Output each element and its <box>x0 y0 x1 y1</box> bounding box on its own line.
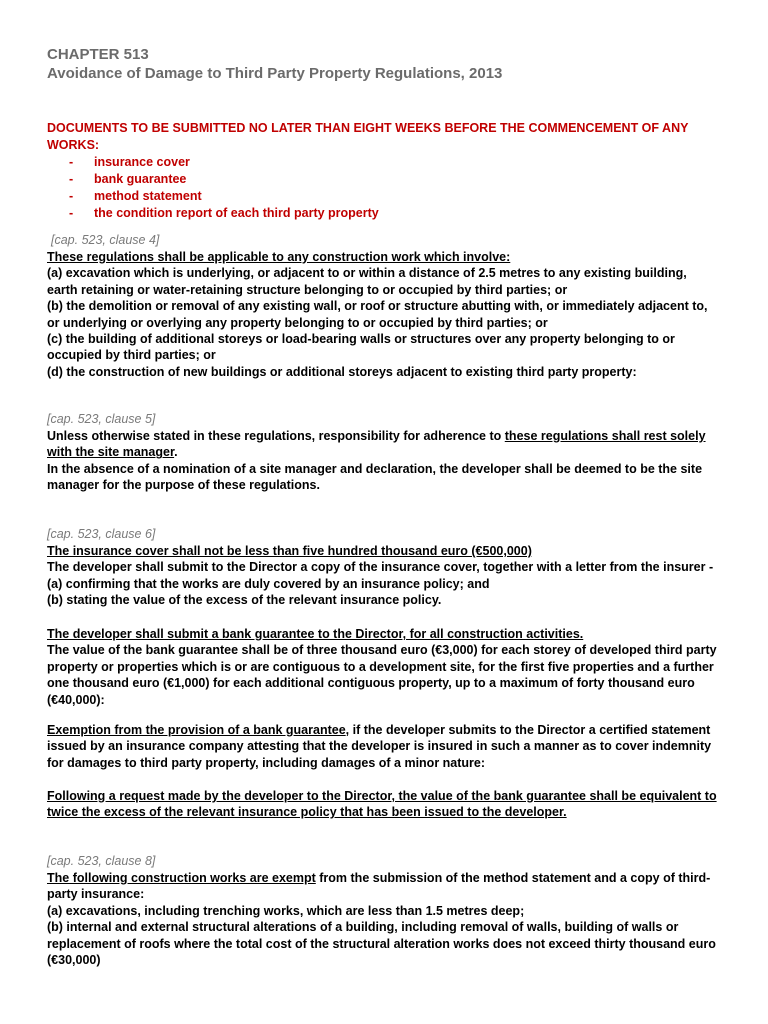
exemption-heading: Exemption from the provision of a bank guarantee <box>47 723 346 737</box>
clause-8-section <box>47 853 718 968</box>
documents-heading: DOCUMENTS TO BE SUBMITTED NO LATER THAN EIGHT WEEKS BEFORE THE COMMENCEMENT OF ANY WORKS: <box>47 121 689 152</box>
list-item: - method statement <box>69 189 202 203</box>
clause-paragraph <box>47 870 718 903</box>
clause-item: (a) excavations, including trenching works, which are less than 1.5 metres deep; <box>47 903 525 918</box>
clause-citation: [cap. 523, clause 6] <box>47 527 156 541</box>
clause-item: (b) internal and external structural alterations of a building, including removal of walls, building of walls or replacement of roofs where the total cost of the structural alteration works does not exceed thirty thousand euro (€30,000) <box>47 920 716 968</box>
documents-list <box>47 154 718 222</box>
bank-guarantee-requirement: The developer shall submit a bank guarantee to the Director, for all construction activities. <box>47 627 584 641</box>
exempt-works-heading: The following construction works are exempt <box>47 871 316 885</box>
clause-citation: [cap. 523, clause 8] <box>47 854 156 868</box>
clause-paragraph: In the absence of a nomination of a site manager and declaration, the developer shall be deemed to be the site manager for the purpose of these regulations. <box>47 461 703 493</box>
list-item: - bank guarantee <box>69 172 187 186</box>
bank-guarantee-section <box>47 626 718 708</box>
exemption-section <box>47 722 718 771</box>
clause-citation: [cap. 523, clause 5] <box>47 412 156 426</box>
clause-item: (a) confirming that the works are duly covered by an insurance policy; and <box>47 576 490 591</box>
clause-item: (d) the construction of new buildings or additional storeys adjacent to existing third party property: <box>47 364 637 379</box>
chapter-number: CHAPTER 513 <box>47 46 149 63</box>
clause-text: . <box>174 445 178 460</box>
clause-text: from the submission of the method statement and a copy of third-party insurance: <box>47 871 711 902</box>
clause-item: (c) the building of additional storeys or load-bearing walls or structures over any property belonging to or occupied by third parties; or <box>47 332 675 363</box>
clause-4-section <box>47 232 718 380</box>
clause-text-underlined: these regulations shall rest solely with the site manager <box>47 429 706 460</box>
clause-intro: These regulations shall be applicable to any construction work which involve: <box>47 250 511 264</box>
clause-paragraph <box>47 722 718 771</box>
list-item-label: the condition report of each third party property <box>94 206 379 220</box>
list-item: - insurance cover <box>69 155 190 169</box>
clause-6-section <box>47 526 718 609</box>
clause-item: (b) the demolition or removal of any existing wall, or roof or structure abutting with, or immediately adjacent to, or underlying or overlying any property belonging to or occupied by third parties; or <box>47 299 708 330</box>
clause-paragraph: Following a request made by the developer to the Director, the value of the bank guarantee shall be equivalent to twice the excess of the relevant insurance policy that has been issued to the developer. <box>47 789 717 820</box>
clause-citation: [cap. 523, clause 4] <box>51 233 160 247</box>
request-section <box>47 788 718 821</box>
list-item-label: bank guarantee <box>94 172 187 186</box>
clause-item: (a) excavation which is underlying, or adjacent to or within a distance of 2.5 metres to any existing building, earth retaining or water-retaining structure belonging to or occupied by third parties; or <box>47 266 687 297</box>
clause-5-section <box>47 411 718 494</box>
document-header <box>47 45 718 83</box>
insurance-requirement: The insurance cover shall not be less than five hundred thousand euro (€500,000) <box>47 544 532 558</box>
clause-text: , if the developer submits to the Director a certified statement issued by an insurance company attesting that the developer is insured in such a manner as to cover indemnity for damages to third party property, including damages of a minor nature: <box>47 723 712 770</box>
document-title: Avoidance of Damage to Third Party Property Regulations, 2013 <box>47 65 503 82</box>
clause-paragraph: The developer shall submit to the Director a copy of the insurance cover, together with a letter from the insurer - <box>47 560 714 575</box>
documents-required-section <box>47 120 718 222</box>
list-item: - the condition report of each third party property <box>69 206 379 220</box>
clause-text: Unless otherwise stated in these regulations, responsibility for adherence to <box>47 429 505 443</box>
list-item-label: method statement <box>94 189 202 203</box>
clause-paragraph <box>47 428 718 461</box>
clause-paragraph: The value of the bank guarantee shall be of three thousand euro (€3,000) for each storey of developed third party property or properties which is or are contiguous to a development site, for the first five properties and a further one thousand euro (€1,000) for each additional contiguous property, up to a maximum of forty thousand euro (€40,000): <box>47 643 717 707</box>
list-item-label: insurance cover <box>94 155 190 169</box>
clause-item: (b) stating the value of the excess of the relevant insurance policy. <box>47 593 442 608</box>
